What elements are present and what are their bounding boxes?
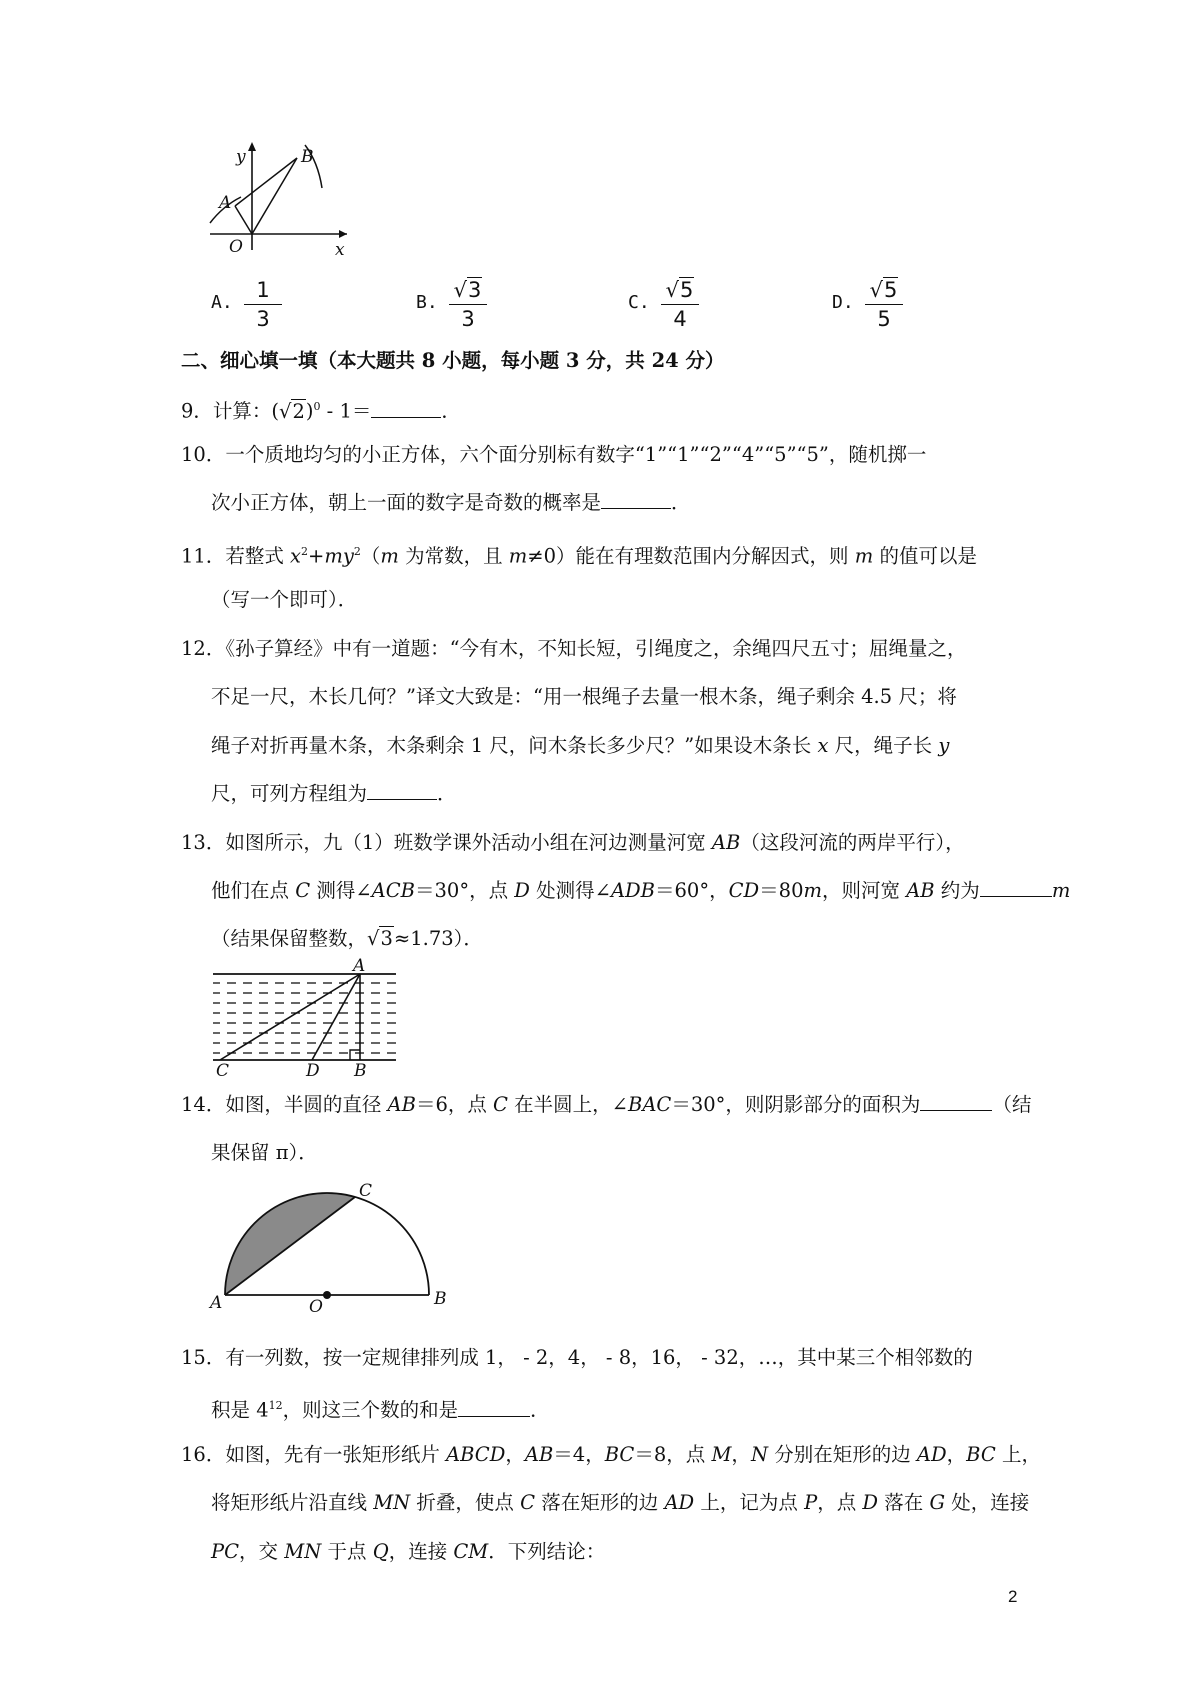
q13-answer-blank bbox=[980, 876, 1052, 897]
option-d-fraction: √5 5 bbox=[862, 276, 906, 331]
option-d-letter: D. bbox=[832, 292, 854, 313]
question-13-line-2: 他们在点 C 测得∠ACB＝30°，点 D 处测得∠ADB＝60°，CD＝80m，则河宽 AB 约为 m bbox=[211, 876, 1070, 906]
figure-q13-label-a: A bbox=[353, 958, 366, 976]
figure-q8-label-b: B bbox=[301, 147, 314, 167]
section-title: 二、细心填一填（本大题共 8 小题，每小题 3 分，共 24 分） bbox=[181, 349, 725, 372]
question-16-line-1: 16．如图，先有一张矩形纸片 ABCD，AB＝4，BC＝8，点 M，N 分别在矩形的边 AD，BC 上， bbox=[181, 1443, 1041, 1466]
question-10-line-1: 10．一个质地均匀的小正方体，六个面分别标有数字“1”“1”“2”“4”“5”“5”，随机掷一 bbox=[181, 443, 927, 466]
option-a-fraction bbox=[241, 276, 285, 331]
figure-q14-semicircle bbox=[208, 1180, 460, 1312]
question-10-line-2: 次小正方体，朝上一面的数字是奇数的概率是 ． bbox=[211, 488, 691, 518]
question-16-line-2: 将矩形纸片沿直线 MN 折叠，使点 C 落在矩形的边 AD 上，记为点 P，点 D 落在 G 处，连接 bbox=[211, 1491, 1030, 1514]
question-15-line-1: 15．有一列数，按一定规律排列成 1， - 2，4， - 8，16， - 32，…，其中某三个相邻数的 bbox=[181, 1346, 973, 1369]
option-c-denominator: 4 bbox=[673, 307, 687, 331]
option-a-letter: A. bbox=[211, 292, 233, 313]
option-d-radicand: 5 bbox=[884, 278, 898, 302]
figure-q14-label-o: O bbox=[309, 1297, 323, 1312]
option-a-denominator: 3 bbox=[256, 307, 270, 331]
page-number: 2 bbox=[1008, 1587, 1018, 1606]
q12-answer-blank bbox=[367, 779, 437, 800]
question-11-line-1: 11．若整式 $x^2+my^2(m$ 为常数，且 m≠0）能在有理数范围内分解因式，则 m 的值可以是 bbox=[181, 544, 977, 568]
option-d-denominator: 5 bbox=[877, 307, 891, 331]
q14-answer-blank bbox=[920, 1090, 992, 1111]
question-12-line-3: 绳子对折再量木条，木条剩余 1 尺，问木条长多少尺？”如果设木条长 x 尺，绳子长 y bbox=[211, 734, 950, 757]
figure-q8-coordinate-graph bbox=[205, 140, 355, 255]
option-b-radicand: 3 bbox=[468, 278, 482, 302]
question-12-line-4: 尺，可列方程组为 ． bbox=[211, 779, 457, 809]
figure-q13-label-b: B bbox=[354, 1061, 367, 1076]
option-b-letter: B. bbox=[416, 292, 438, 313]
question-13-line-3: （结果保留整数，√3≈1.73）． bbox=[211, 927, 483, 950]
figure-q8-label-x: x bbox=[335, 240, 345, 255]
question-13-line-1: 13．如图所示，九（1）班数学课外活动小组在河边测量河宽 AB（这段河流的两岸平行）， bbox=[181, 831, 965, 854]
figure-q8-label-a: A bbox=[219, 193, 232, 213]
figure-q8-label-o: O bbox=[229, 237, 243, 255]
option-c-letter: C. bbox=[628, 292, 650, 313]
q9-answer-blank bbox=[371, 397, 441, 418]
q15-answer-blank bbox=[458, 1396, 530, 1417]
figure-q14-label-c: C bbox=[359, 1181, 373, 1201]
question-9: 9．计算：$(√2)^0 - 1=$ ． bbox=[181, 392, 461, 427]
option-c-fraction: √5 4 bbox=[658, 276, 702, 331]
figure-q14-label-a: A bbox=[210, 1293, 223, 1312]
figure-q13-river bbox=[210, 958, 400, 1076]
question-11-line-2: （写一个即可）． bbox=[211, 588, 358, 611]
figure-q14-label-b: B bbox=[434, 1289, 447, 1309]
question-15-line-2: 积是 $4^{12}$，则这三个数的和是 ． bbox=[211, 1391, 550, 1426]
question-16-line-3: PC，交 MN 于点 Q，连接 CM．下列结论： bbox=[211, 1540, 606, 1563]
figure-q13-label-d: D bbox=[306, 1061, 320, 1076]
question-14-line-1: 14．如图，半圆的直径 AB＝6，点 C 在半圆上，∠BAC＝30°，则阴影部分的面积为 （结 bbox=[181, 1090, 1031, 1120]
option-a-numerator: 1 bbox=[256, 278, 270, 302]
question-12-line-1: 12．《孙子算经》中有一道题：“今有木，不知长短，引绳度之，余绳四尺五寸；屈绳量之， bbox=[181, 637, 967, 660]
option-b-denominator: 3 bbox=[461, 307, 475, 331]
question-12-line-2: 不足一尺，木长几何？”译文大致是：“用一根绳子去量一根木条，绳子剩余 4.5 尺；将 bbox=[211, 685, 957, 708]
option-b-fraction: √3 3 bbox=[446, 276, 490, 331]
figure-q13-label-c: C bbox=[216, 1061, 230, 1076]
q10-answer-blank bbox=[601, 488, 671, 509]
figure-q8-label-y: y bbox=[236, 147, 246, 167]
question-14-line-2: 果保留 π）． bbox=[211, 1141, 318, 1164]
option-c-radicand: 5 bbox=[680, 278, 694, 302]
